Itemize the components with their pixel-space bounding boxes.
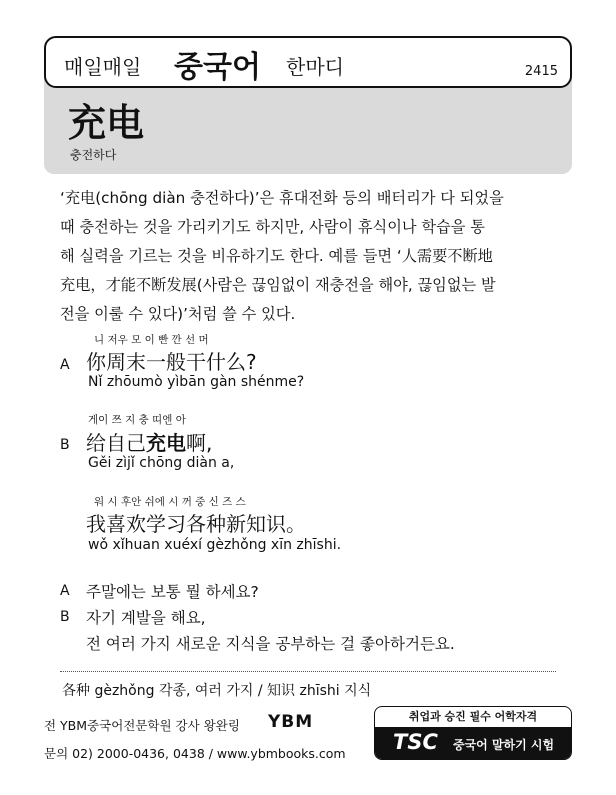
- pronunciation-guide: 워 시 후안 쉬에 시 꺼 중 신 즈 스: [94, 496, 246, 508]
- series-title-right: 한마디: [286, 55, 344, 79]
- explanation-line: 전을 이룰 수 있다)’처럼 쓸 수 있다.: [60, 305, 296, 323]
- chinese-text: 给自己: [86, 431, 146, 455]
- issue-number: 2415: [524, 64, 558, 79]
- tsc-logo: TSC: [393, 730, 438, 754]
- chinese-sentence: 我喜欢学习各种新知识。: [86, 512, 306, 536]
- term-title: 充电: [68, 101, 145, 145]
- chinese-sentence: 你周末一般干什么?: [86, 350, 257, 374]
- speaker-label: A: [60, 357, 70, 373]
- series-title-main: 중국어: [174, 50, 261, 85]
- tsc-slogan: 취업과 승진 필수 어학자격: [408, 710, 538, 723]
- explanation-line: ‘充电(chōng diàn 충전하다)’은 휴대전화 등의 배터리가 다 되었을: [60, 189, 504, 207]
- pronunciation-guide: 게이 쯔 지 충 띠엔 아: [88, 414, 186, 426]
- speaker-label: A: [60, 583, 70, 599]
- explanation-line: 充电，才能不断发展(사람은 끊임없이 재충전을 해야, 끊임없는 발: [60, 276, 496, 294]
- pinyin-line: Nǐ zhōumò yìbān gàn shénme?: [88, 374, 305, 390]
- translation-line: 전 여러 가지 새로운 지식을 공부하는 걸 좋아하거든요.: [86, 635, 455, 653]
- pinyin-line: Gěi zìjǐ chōng diàn a,: [88, 455, 235, 471]
- explanation-line: 해 실력을 기르는 것을 비유하기도 한다. 예를 들면 ‘人需要不断地: [60, 247, 493, 265]
- term-box: [44, 78, 572, 174]
- series-title-left: 매일매일: [64, 55, 142, 79]
- key-term-highlight: 充电: [146, 431, 186, 455]
- speaker-label: B: [60, 437, 70, 453]
- vocabulary-line: 各种 gèzhǒng 각종, 여러 가지 / 知识 zhīshi 지식: [62, 683, 372, 699]
- ybm-logo: YBM: [268, 712, 314, 732]
- translation-line: 자기 계발을 해요,: [86, 609, 206, 627]
- divider: [60, 671, 556, 672]
- explanation-line: 때 충전하는 것을 가리키기도 하지만, 사람이 휴식이나 학습을 통: [60, 218, 485, 236]
- chinese-text: 啊,: [186, 431, 213, 455]
- tsc-ad-box: [374, 706, 572, 760]
- speaker-label: B: [60, 609, 70, 625]
- term-gloss: 충전하다: [70, 148, 117, 162]
- translation-line: 주말에는 보통 뭘 하세요?: [86, 583, 259, 601]
- author-credit: 전 YBM중국어전문학원 강사 왕완링: [44, 718, 240, 733]
- tsc-banner: [375, 727, 571, 759]
- chinese-sentence: [86, 427, 212, 456]
- pinyin-line: wǒ xǐhuan xuéxí gèzhǒng xīn zhīshi.: [88, 537, 342, 553]
- tsc-name: 중국어 말하기 시험: [453, 738, 555, 752]
- explanation-paragraph: [60, 184, 560, 329]
- pronunciation-guide: 니 저우 모 이 빤 깐 선 머: [94, 334, 209, 346]
- contact-info: 문의 02) 2000-0436, 0438 / www.ybmbooks.com: [44, 746, 346, 761]
- series-header: [44, 36, 572, 88]
